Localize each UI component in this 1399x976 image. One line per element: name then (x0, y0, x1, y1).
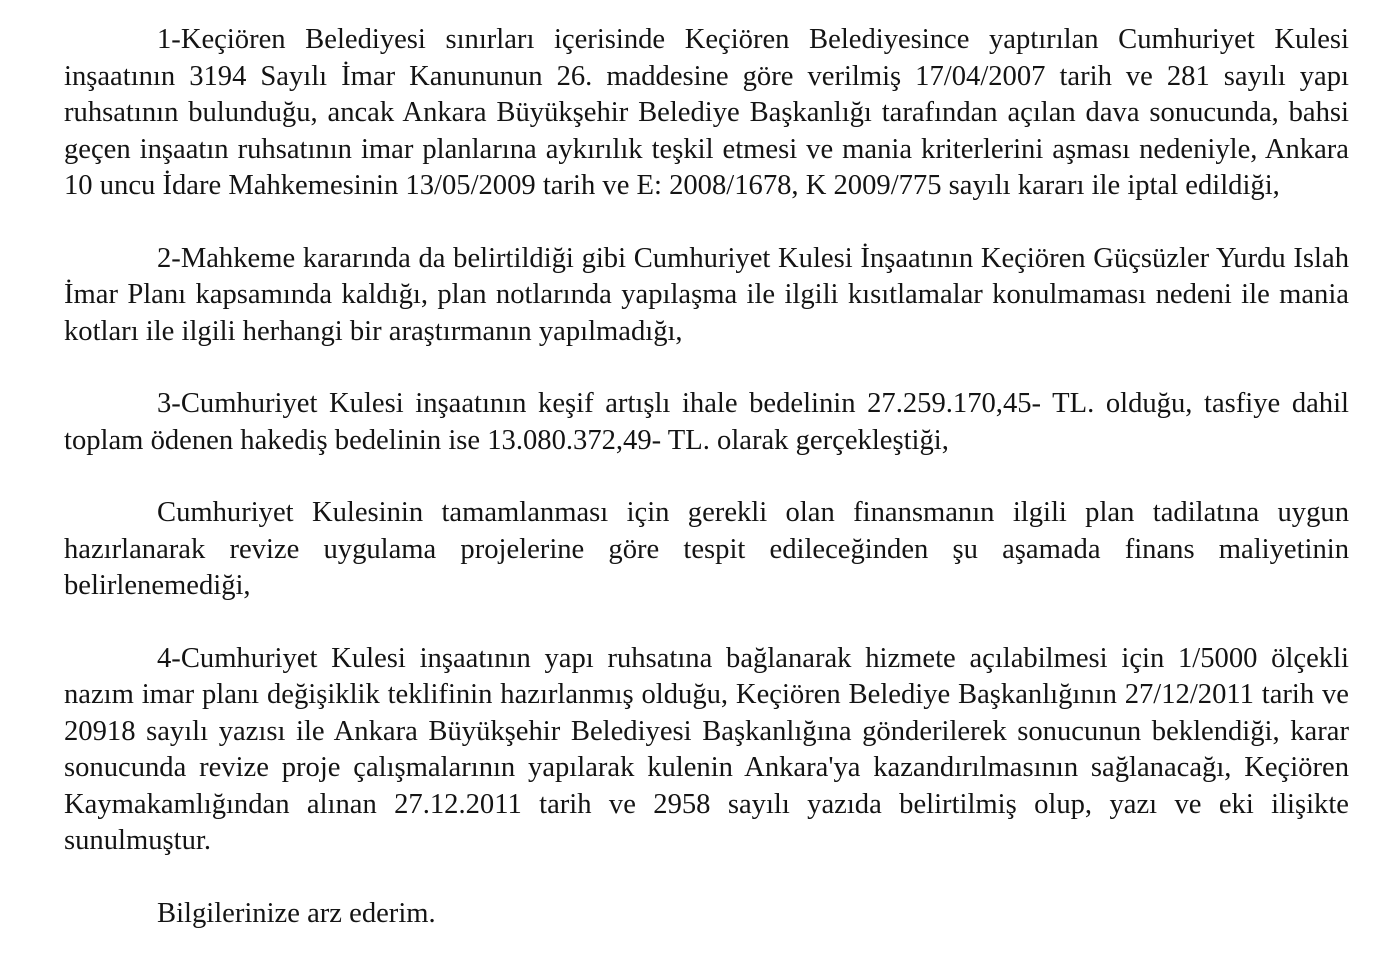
closing-line: Bilgilerinize arz ederim. (157, 897, 436, 929)
paragraph-5: 4-Cumhuriyet Kulesi inşaatının yapı ruhsatına bağlanarak hizmete açılabilmesi için 1/5000 ölçekli nazım imar planı değişiklik teklifinin hazırlanmış olduğu, Keçiören Belediye Başkanlığının 27/12/2011 tarih ve 20918 sayılı yazısı ile Ankara Büyükşehir Belediyesi Başkanlığına gönderilerek sonucunun beklendiği, karar sonucunda revize proje çalışmalarının yapılarak kulenin Ankara'ya kazandırılmasının sağlanacağı, Keçiören Kaymakamlığından alınan 27.12.2011 tarih ve 2958 sayılı yazıda belirtilmiş olup, yazı ve eki ilişikte sunulmuştur. (64, 642, 1349, 856)
paragraph-1: 1-Keçiören Belediyesi sınırları içerisinde Keçiören Belediyesince yaptırılan Cumhuriyet Kulesi inşaatının 3194 Sayılı İmar Kanununun 26. maddesine göre verilmiş 17/04/2007 tarih ve 281 sayılı yapı ruhsatının bulunduğu, ancak Ankara Büyükşehir Belediye Başkanlığı tarafından açılan dava sonucunda, bahsi geçen inşaatın ruhsatının imar planlarına aykırılık teşkil etmesi ve mania kriterlerini aşması nedeniyle, Ankara 10 uncu İdare Mahkemesinin 13/05/2009 tarih ve E: 2008/1678, K 2009/775 sayılı kararı ile iptal edildiği, (64, 24, 1349, 201)
paragraph-4: Cumhuriyet Kulesinin tamamlanması için gerekli olan finansmanın ilgili plan tadilatına uygun hazırlanarak revize uygulama projelerine göre tespit edileceğinden şu aşamada finans maliyetinin belirlenemediği, (64, 497, 1349, 601)
document-page (64, 22, 1349, 932)
paragraph-3: 3-Cumhuriyet Kulesi inşaatının keşif artışlı ihale bedelinin 27.259.170,45- TL. olduğu, tasfiye dahil toplam ödenen hakediş bedelinin ise 13.080.372,49- TL. olarak gerçekleştiği, (64, 388, 1349, 456)
paragraph-2: 2-Mahkeme kararında da belirtildiği gibi Cumhuriyet Kulesi İnşaatının Keçiören Güçsüzler Yurdu Islah İmar Planı kapsamında kaldığı, plan notlarında yapılaşma ile ilgili kısıtlamalar konulmaması nedeni ile mania kotları ile ilgili herhangi bir araştırmanın yapılmadığı, (64, 242, 1349, 347)
